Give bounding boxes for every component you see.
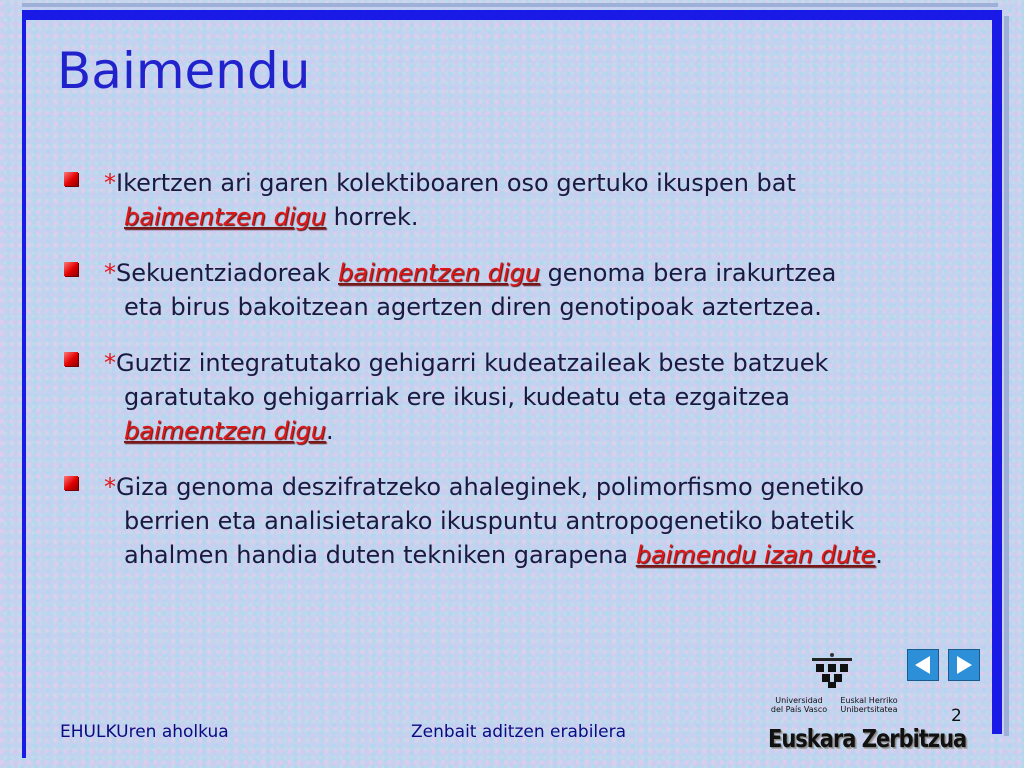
- bullet-square-icon: [64, 352, 78, 366]
- text-segment: .: [325, 417, 334, 445]
- frame-right-border: [992, 10, 1002, 734]
- text-segment: Guztiz integratutako gehigarri kudeatzaileak beste batzuek: [116, 349, 829, 377]
- highlighted-phrase: baimendu izan dute: [635, 541, 876, 569]
- highlighted-phrase: baimentzen digu: [124, 417, 326, 445]
- frame-right-shadow: [1004, 16, 1009, 736]
- asterisk-marker: *: [104, 349, 116, 377]
- text-segment: Ikertzen ari garen kolektiboaren oso gertuko ikuspen bat: [116, 169, 796, 197]
- bullet-line: [104, 200, 962, 234]
- frame-left-border: [22, 10, 26, 758]
- highlighted-phrase: baimentzen digu: [124, 203, 326, 231]
- slide-title: Baimendu: [57, 42, 311, 100]
- previous-slide-button[interactable]: [907, 649, 939, 681]
- footer-center-text: Zenbait aditzen erabilera: [411, 722, 627, 742]
- bullet-square-icon: [64, 262, 78, 276]
- frame-top-shadow: [22, 3, 998, 7]
- university-emblem-icon: [808, 652, 856, 690]
- bullet-line: [104, 504, 962, 538]
- bullet-square-icon: [64, 476, 78, 490]
- text-segment: horrek.: [325, 203, 419, 231]
- bullet-item: [62, 256, 962, 324]
- bullet-line: [104, 166, 962, 200]
- bullet-line: [104, 290, 962, 324]
- frame-top-border: [22, 10, 998, 20]
- logo-right-line2: Unibertsitatea: [840, 705, 898, 714]
- triangle-left-icon: [912, 654, 934, 676]
- text-segment: Sekuentziadoreak: [116, 259, 338, 287]
- bullet-item: [62, 470, 962, 572]
- bullet-text: [104, 346, 962, 448]
- bullet-text: [104, 166, 962, 234]
- text-segment: eta birus bakoitzean agertzen diren genotipoak aztertzea.: [124, 293, 822, 321]
- bullet-text: [104, 470, 962, 572]
- bullet-line: [104, 380, 962, 414]
- next-slide-button[interactable]: [948, 649, 980, 681]
- bullet-line: [104, 256, 962, 290]
- asterisk-marker: *: [104, 473, 116, 501]
- text-segment: ahalmen handia duten tekniken garapena: [124, 541, 636, 569]
- bullet-list: [62, 166, 962, 594]
- university-name-basque: [836, 696, 902, 714]
- department-logo-text: Euskara Zerbitzua: [768, 724, 967, 753]
- bullet-square-icon: [64, 172, 78, 186]
- bullet-line: [104, 538, 962, 572]
- text-segment: Giza genoma deszifratzeko ahaleginek, polimorfismo genetiko: [116, 473, 865, 501]
- bullet-line: [104, 414, 962, 448]
- bullet-item: [62, 346, 962, 448]
- text-segment: berrien eta analisietarako ikuspuntu antropogenetiko batetik: [124, 507, 855, 535]
- logo-right-line1: Euskal Herriko: [840, 696, 898, 705]
- text-segment: .: [875, 541, 883, 569]
- university-name-spanish: [768, 696, 830, 714]
- highlighted-phrase: baimentzen digu: [338, 259, 540, 287]
- bullet-text: [104, 256, 962, 324]
- page-number: 2: [951, 706, 962, 726]
- bullet-line: [104, 470, 962, 504]
- text-segment: garatutako gehigarriak ere ikusi, kudeatu eta ezgaitzea: [124, 383, 790, 411]
- asterisk-marker: *: [104, 169, 116, 197]
- footer-left-text: EHULKUren aholkua: [60, 722, 229, 742]
- bullet-item: [62, 166, 962, 234]
- logo-left-line1: Universidad: [775, 696, 823, 705]
- triangle-right-icon: [953, 654, 975, 676]
- text-segment: genoma bera irakurtzea: [539, 259, 837, 287]
- logo-left-line2: del País Vasco: [770, 705, 828, 714]
- asterisk-marker: *: [104, 259, 116, 287]
- bullet-line: [104, 346, 962, 380]
